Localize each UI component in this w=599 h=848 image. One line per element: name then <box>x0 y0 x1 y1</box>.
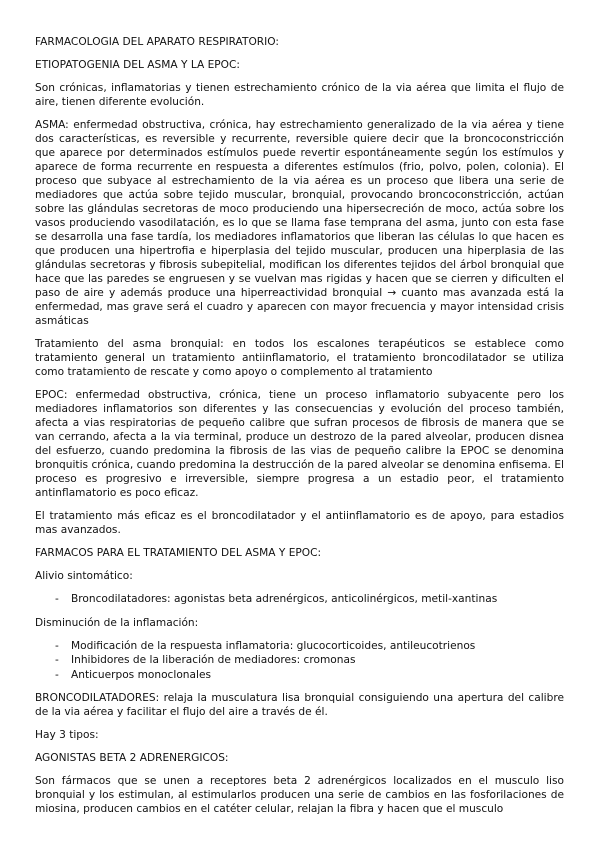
list-item: - Broncodilatadores: agonistas beta adrenérgicos, anticolinérgicos, metil-xantinas <box>35 592 564 607</box>
list-alivio <box>35 592 564 607</box>
paragraph-tratamiento-asma: Tratamiento del asma bronquial: en todos los escalones terapéuticos se establece como tratamiento general un tratamiento antiinflamatorio, el tratamiento broncodilatador se utiliza como tratamiento de rescate y como apoyo o complemento al tratamiento <box>35 338 564 378</box>
document-title: FARMACOLOGIA DEL APARATO RESPIRATORIO: <box>35 36 279 48</box>
list-disminucion <box>35 639 564 683</box>
list-item: - Anticuerpos monoclonales <box>35 668 564 683</box>
paragraph-tipos: Hay 3 tipos: <box>35 729 99 741</box>
subheading-alivio: Alivio sintomático: <box>35 570 133 582</box>
paragraph-tratamiento-eficaz: El tratamiento más eficaz es el broncodilatador y el antiinflamatorio es de apoyo, para estadios mas avanzados. <box>35 510 564 536</box>
paragraph-asma: ASMA: enfermedad obstructiva, crónica, hay estrechamiento generalizado de la via aérea y tiene dos características, es reversible y recurrente, reversible quiere decir que la broncoconstricción que aparece por determinados estímulos puede revertir espontáneamente según los estímulos y aparece de forma recurrente en respuesta a diferentes estímulos (frio, polvo, polen, colonia). El proceso que subyace al estrechamiento de la via aérea es un proceso que libera una serie de mediadores que actúa sobre tejido muscular, bronquial, provocando broncoconstricción, actúan sobre las glándulas secretoras de moco produciendo una hipersecreción de moco, actúa sobre los vasos produciendo vasodilatación, es lo que se llama fase temprana del asma, junto con esta fase se desarrolla una fase tardía, los mediadores inflamatorios que liberan las células lo que hacen es que producen una hipertrofia e hiperplasia del tejido muscular, producen una hiperplasia de las glándulas secretoras y fibrosis subepitelial, modifican los diferentes tejidos del árbol bronquial que hace que las paredes se engruesen y se vuelvan mas rigidas y hacen que se cierren y dificulten el paso de aire y además produce una hiperreactividad bronquial → cuanto mas avanzada está la enfermedad, mas grave será el cuadro y aparecen con mayor frecuencia y mayor intensidad crisis asmáticas <box>35 119 564 327</box>
paragraph-epoc: EPOC: enfermedad obstructiva, crónica, tiene un proceso inflamatorio subyacente pero los mediadores inflamatorios son diferentes y las consecuencias y evolución del proceso también, afecta a vias respiratorias de pequeño calibre que sufran procesos de fibrosis de manera que se van cerrando, afecta a la via terminal, produce un destrozo de la pared alveolar, producen disnea del esfuerzo, cuando predomina la fibrosis de las vias de pequeño calibre la EPOC se denomina bronquitis crónica, cuando predomina la destrucción de la pared alveolar se denomina enfisema. El proceso es progresivo e irreversible, siempre progresa a un estadio peor, el tratamiento antinflamatorio es poco eficaz. <box>35 389 564 499</box>
list-item: - Inhibidores de la liberación de mediadores: cromonas <box>35 653 564 668</box>
subheading-disminucion: Disminución de la inflamación: <box>35 616 199 629</box>
list-item: - Modificación de la respuesta inflamatoria: glucocorticoides, antileucotrienos <box>35 639 564 654</box>
section-heading-farmacos: FARMACOS PARA EL TRATAMIENTO DEL ASMA Y EPOC: <box>35 547 322 559</box>
paragraph-broncodilatadores: BRONCODILATADORES: relaja la musculatura lisa bronquial consiguiendo una apertura del calibre de la via aérea y facilitar el flujo del aire a través de él. <box>35 692 564 718</box>
section-heading-agonistas: AGONISTAS BETA 2 ADRENERGICOS: <box>35 752 229 764</box>
document-page <box>35 35 564 825</box>
section-heading-etiopatogenia: ETIOPATOGENIA DEL ASMA Y LA EPOC: <box>35 59 240 71</box>
paragraph-intro: Son crónicas, inflamatorias y tienen estrechamiento crónico de la via aérea que limita el flujo de aire, tienen diferente evolución. <box>35 82 564 108</box>
paragraph-agonistas: Son fármacos que se unen a receptores beta 2 adrenérgicos localizados en el musculo liso bronquial y los estimulan, al estimularlos producen una serie de cambios en las fosforilaciones de miosina, producen cambios en el catéter celular, relajan la fibra y hacen que el musculo <box>35 775 564 815</box>
